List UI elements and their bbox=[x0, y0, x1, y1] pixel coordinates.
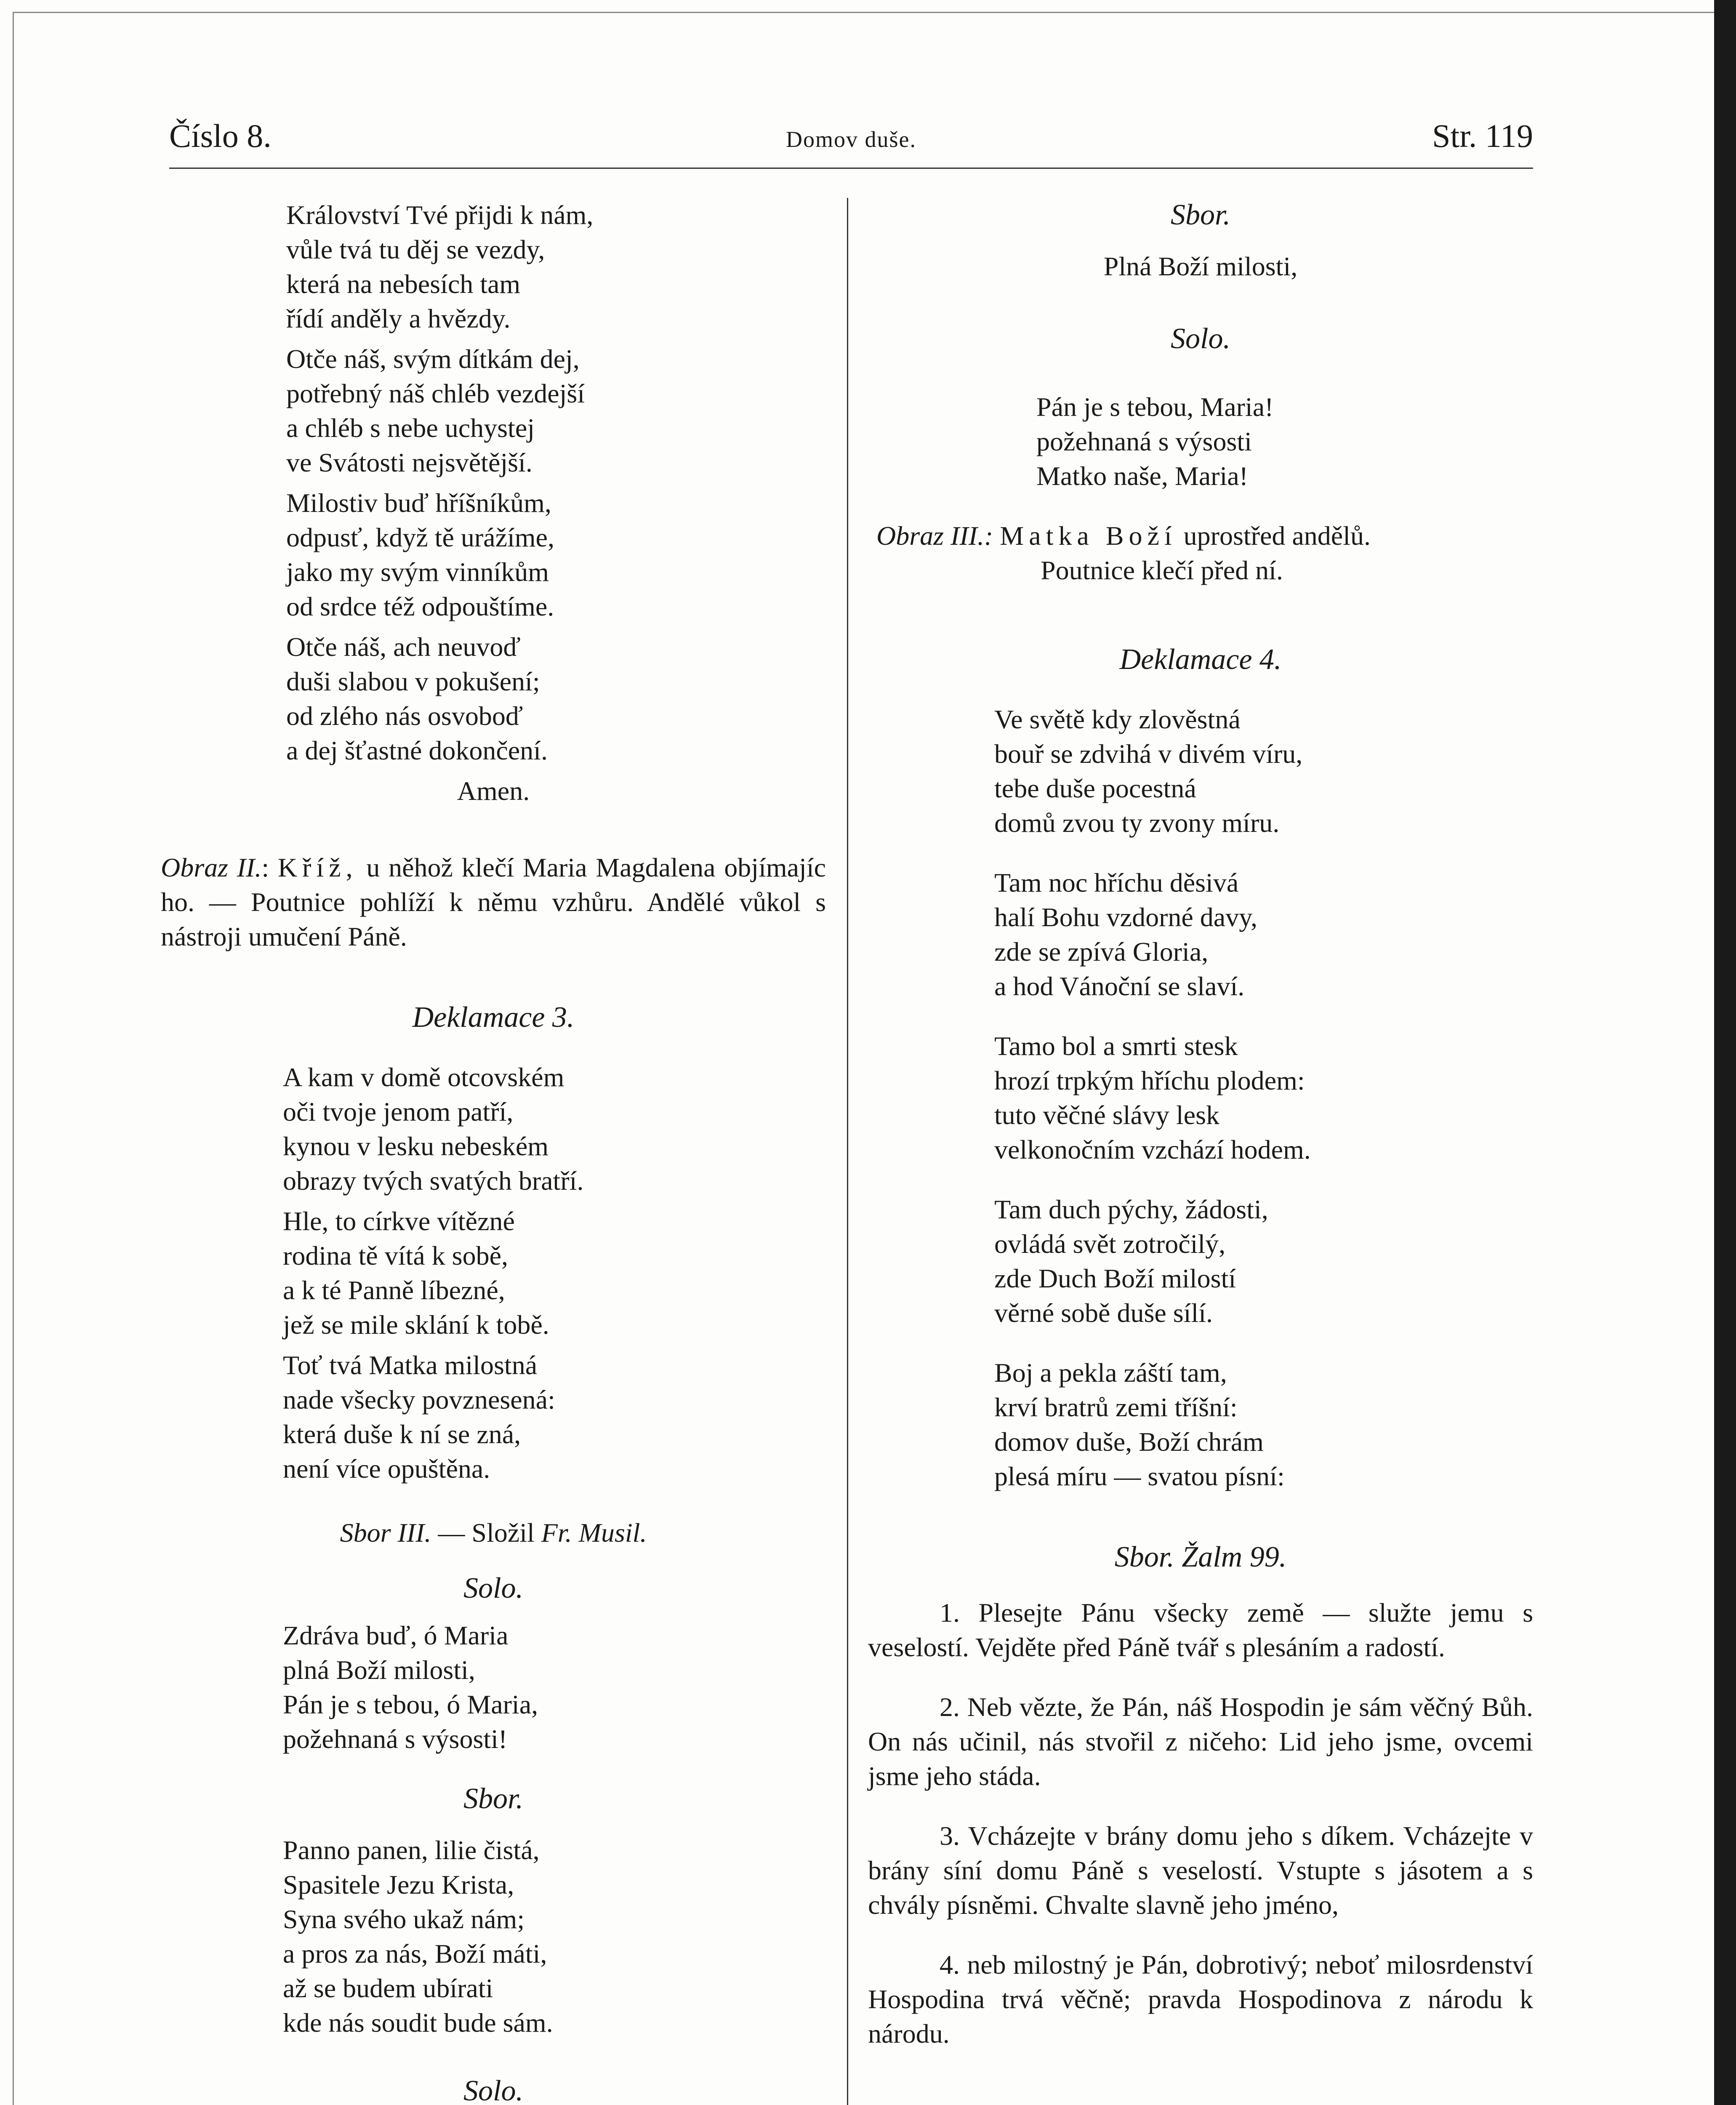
solo-3-title: Solo. bbox=[1171, 322, 1230, 355]
obraz-3-line2: Poutnice klečí před ní. bbox=[1041, 555, 1283, 585]
verse-line: zde Duch Boží milostí bbox=[994, 1263, 1236, 1293]
solo-1-lines bbox=[161, 1618, 826, 1756]
sbor-3-line bbox=[161, 1516, 826, 1550]
psalm-verse: 3. Vcházejte v brány domu jeho s díkem. Vcházejte v brány síní domu Páně s veselostí. Vstupte s jásotem a s chvály písněmi. Chvalte slavně jeho jméno, bbox=[868, 1821, 1533, 1920]
sbor-3-dash: — Složil bbox=[438, 1518, 535, 1548]
obraz-3-spaced: Matka Boží bbox=[1000, 521, 1177, 551]
verse-line: Otče náš, ach neuvoď bbox=[286, 632, 521, 662]
stanza bbox=[868, 702, 1533, 840]
running-header bbox=[169, 117, 1533, 163]
verse-line: tebe duše pocestná bbox=[994, 773, 1196, 803]
verse-line: halí Bohu vzdorné davy, bbox=[994, 902, 1258, 932]
verse-line: požehnaná s výsosti! bbox=[283, 1724, 508, 1754]
stanza bbox=[161, 486, 826, 624]
verse-line: Boj a pekla záští tam, bbox=[994, 1358, 1227, 1388]
verse-line: věrné sobě duše sílí. bbox=[994, 1298, 1213, 1328]
column-divider bbox=[847, 198, 848, 2105]
verse-line: plná Boží milosti, bbox=[283, 1655, 475, 1685]
verse-line: Království Tvé přijdi k nám, bbox=[286, 200, 594, 230]
verse-line: Milostiv buď hříšníkům, bbox=[286, 488, 551, 518]
verse-line: Tam duch pýchy, žádosti, bbox=[994, 1194, 1268, 1224]
obraz-2: Obraz II.: Kříž, u něhož klečí Maria Magdalena objímajíc ho. — Poutnice pohlíží k němu vzhůru. Andělé vůkol s nástroji umučení Páně. bbox=[161, 853, 826, 951]
stanza bbox=[868, 866, 1533, 1004]
verse-line: potřebný náš chléb vezdejší bbox=[286, 378, 585, 408]
verse-line: která duše k ní se zná, bbox=[283, 1419, 521, 1449]
verse-line: jež se mile sklání k tobě. bbox=[283, 1310, 549, 1340]
verse-line: ovládá svět zotročilý, bbox=[994, 1229, 1226, 1259]
stanza bbox=[161, 198, 826, 336]
verse-line: kynou v lesku nebeském bbox=[283, 1131, 548, 1161]
psalm-verse: 4. neb milostný je Pán, dobrotivý; neboť milosrdenství Hospodina trvá věčně; pravda Hospodinova z národu k národu. bbox=[868, 1950, 1533, 2049]
verse-line: A kam v domě otcovském bbox=[283, 1062, 564, 1092]
stanza bbox=[161, 630, 826, 768]
verse-line: zde se zpívá Gloria, bbox=[994, 937, 1209, 967]
verse-line: odpusť, když tě urážíme, bbox=[286, 522, 554, 552]
verse-line: bouř se zdvihá v divém víru, bbox=[994, 739, 1303, 769]
right-column bbox=[868, 198, 1533, 2076]
obraz-2-spaced: Kříž, bbox=[277, 853, 358, 882]
sbor-3-author: Fr. Musil. bbox=[541, 1518, 647, 1548]
stanza bbox=[161, 1204, 826, 1342]
solo-3-lines bbox=[868, 390, 1533, 493]
verse-line: Ve světě kdy zlověstná bbox=[994, 704, 1241, 734]
zalm-paragraphs bbox=[868, 1596, 1533, 2051]
verse-line: od zlého nás osvoboď bbox=[286, 701, 523, 731]
obraz-3 bbox=[868, 519, 1533, 588]
page-number: Str. 119 bbox=[1432, 117, 1533, 154]
verse-line: Syna svého ukaž nám; bbox=[283, 1904, 525, 1934]
verse-line: nade všecky povznesená: bbox=[283, 1385, 555, 1415]
verse-line: Otče náš, svým dítkám dej, bbox=[286, 344, 580, 374]
verse-line: Tam noc hříchu děsivá bbox=[994, 868, 1239, 898]
verse-line: Pán je s tebou, Maria! bbox=[1036, 392, 1274, 422]
solo-1-title: Solo. bbox=[463, 1572, 523, 1604]
verse-line: plesá míru — svatou písní: bbox=[994, 1461, 1285, 1491]
verse-line: a k té Panně líbezné, bbox=[283, 1275, 505, 1305]
verse-line: krví bratrů zemi tříšní: bbox=[994, 1392, 1238, 1422]
verse-line: Plná Boží milosti, bbox=[1103, 251, 1298, 281]
sbor-1-title: Sbor. bbox=[463, 1783, 523, 1815]
verse-line: rodina tě vítá k sobě, bbox=[283, 1241, 508, 1271]
journal-title: Domov duše. bbox=[786, 127, 916, 152]
verse-line: jako my svým vinníkům bbox=[286, 557, 549, 587]
verse-line: Tamo bol a smrti stesk bbox=[994, 1031, 1238, 1061]
verse-line: domů zvou ty zvony míru. bbox=[994, 808, 1280, 838]
stanza bbox=[161, 1060, 826, 1198]
header-rule bbox=[169, 168, 1533, 169]
deklamace-4-stanzas bbox=[868, 702, 1533, 1494]
obraz-2-text: u něhož klečí Maria Magdalena objímajíc ho. — Poutnice pohlíží k němu vzhůru. Andělé vůkol s nástroji umučení Páně. bbox=[161, 853, 826, 951]
deklamace-3-stanzas bbox=[161, 1060, 826, 1486]
obraz-3-rest: uprostřed andělů. bbox=[1183, 521, 1371, 551]
verse-line: Hle, to církve vítězné bbox=[283, 1206, 515, 1236]
verse-line: vůle tvá tu děj se vezdy, bbox=[286, 234, 545, 264]
verse-line: a chléb s nebe uchystej bbox=[286, 413, 535, 443]
verse-line: tuto věčné slávy lesk bbox=[994, 1100, 1219, 1130]
verse-line: hrozí trpkým hříchu plodem: bbox=[994, 1066, 1305, 1095]
verse-line: Toť tvá Matka milostná bbox=[283, 1350, 538, 1380]
stanza bbox=[161, 1348, 826, 1486]
verse-line: není více opuštěna. bbox=[283, 1454, 490, 1484]
sbor-2-title: Sbor. bbox=[1171, 199, 1230, 231]
psalm-verse: 2. Neb vězte, že Pán, náš Hospodin je sám věčný Bůh. On nás učinil, nás stvořil z ničeho: Lid jeho jsme, ovcemi jsme jeho stáda. bbox=[868, 1692, 1533, 1791]
obraz-2-label: Obraz II. bbox=[161, 853, 262, 882]
deklamace-3-title: Deklamace 3. bbox=[412, 1001, 575, 1034]
verse-line: velkonočním vzchází hodem. bbox=[994, 1135, 1311, 1164]
solo-2-title: Solo. bbox=[463, 2075, 523, 2105]
sbor-2-lines bbox=[868, 249, 1533, 284]
stanza bbox=[868, 1029, 1533, 1167]
obraz-3-label: Obraz III.: bbox=[876, 521, 993, 551]
verse-line: ve Svátosti nejsvětější. bbox=[286, 448, 533, 477]
verse-line: a dej šťastné dokončení. bbox=[286, 735, 548, 765]
deklamace-4-title: Deklamace 4. bbox=[1119, 643, 1282, 676]
verse-line: Matko naše, Maria! bbox=[1036, 461, 1248, 491]
verse-line: Pán je s tebou, ó Maria, bbox=[283, 1689, 538, 1719]
sbor-3-label: Sbor III. bbox=[340, 1518, 431, 1548]
psalm-verse: 1. Plesejte Pánu všecky země — služte jemu s veselostí. Vejděte před Páně tvář s plesáním a radostí. bbox=[868, 1598, 1533, 1662]
issue-number: Číslo 8. bbox=[169, 117, 272, 154]
verse-line: požehnaná s výsosti bbox=[1036, 426, 1252, 456]
amen: Amen. bbox=[457, 776, 530, 806]
verse-line: Zdráva buď, ó Maria bbox=[283, 1620, 509, 1650]
verse-line: kde nás soudit bude sám. bbox=[283, 2008, 553, 2038]
scan-edge bbox=[1714, 0, 1736, 2105]
verse-line: domov duše, Boží chrám bbox=[994, 1427, 1264, 1457]
stanza bbox=[868, 1192, 1533, 1330]
verse-line: obrazy tvých svatých bratří. bbox=[283, 1166, 584, 1196]
verse-line: duši slabou v pokušení; bbox=[286, 666, 540, 696]
verse-line: a hod Vánoční se slaví. bbox=[994, 971, 1245, 1001]
verse-line: až se budem ubírati bbox=[283, 1973, 493, 2003]
verse-line: řídí anděly a hvězdy. bbox=[286, 304, 511, 333]
stanza bbox=[868, 1356, 1533, 1494]
verse-line: která na nebesích tam bbox=[286, 269, 521, 299]
zalm-title: Sbor. Žalm 99. bbox=[1114, 1541, 1287, 1573]
verse-line: Panno panen, lilie čistá, bbox=[283, 1835, 540, 1865]
verse-line: oči tvoje jenom patří, bbox=[283, 1097, 514, 1127]
verse-line: a pros za nás, Boží máti, bbox=[283, 1939, 547, 1969]
sbor-1-lines bbox=[161, 1833, 826, 2040]
verse-line: Spasitele Jezu Krista, bbox=[283, 1870, 514, 1900]
stanza bbox=[161, 342, 826, 480]
prayer-stanzas bbox=[161, 198, 826, 768]
left-column bbox=[161, 198, 826, 2105]
verse-line: od srdce též odpouštíme. bbox=[286, 592, 554, 621]
